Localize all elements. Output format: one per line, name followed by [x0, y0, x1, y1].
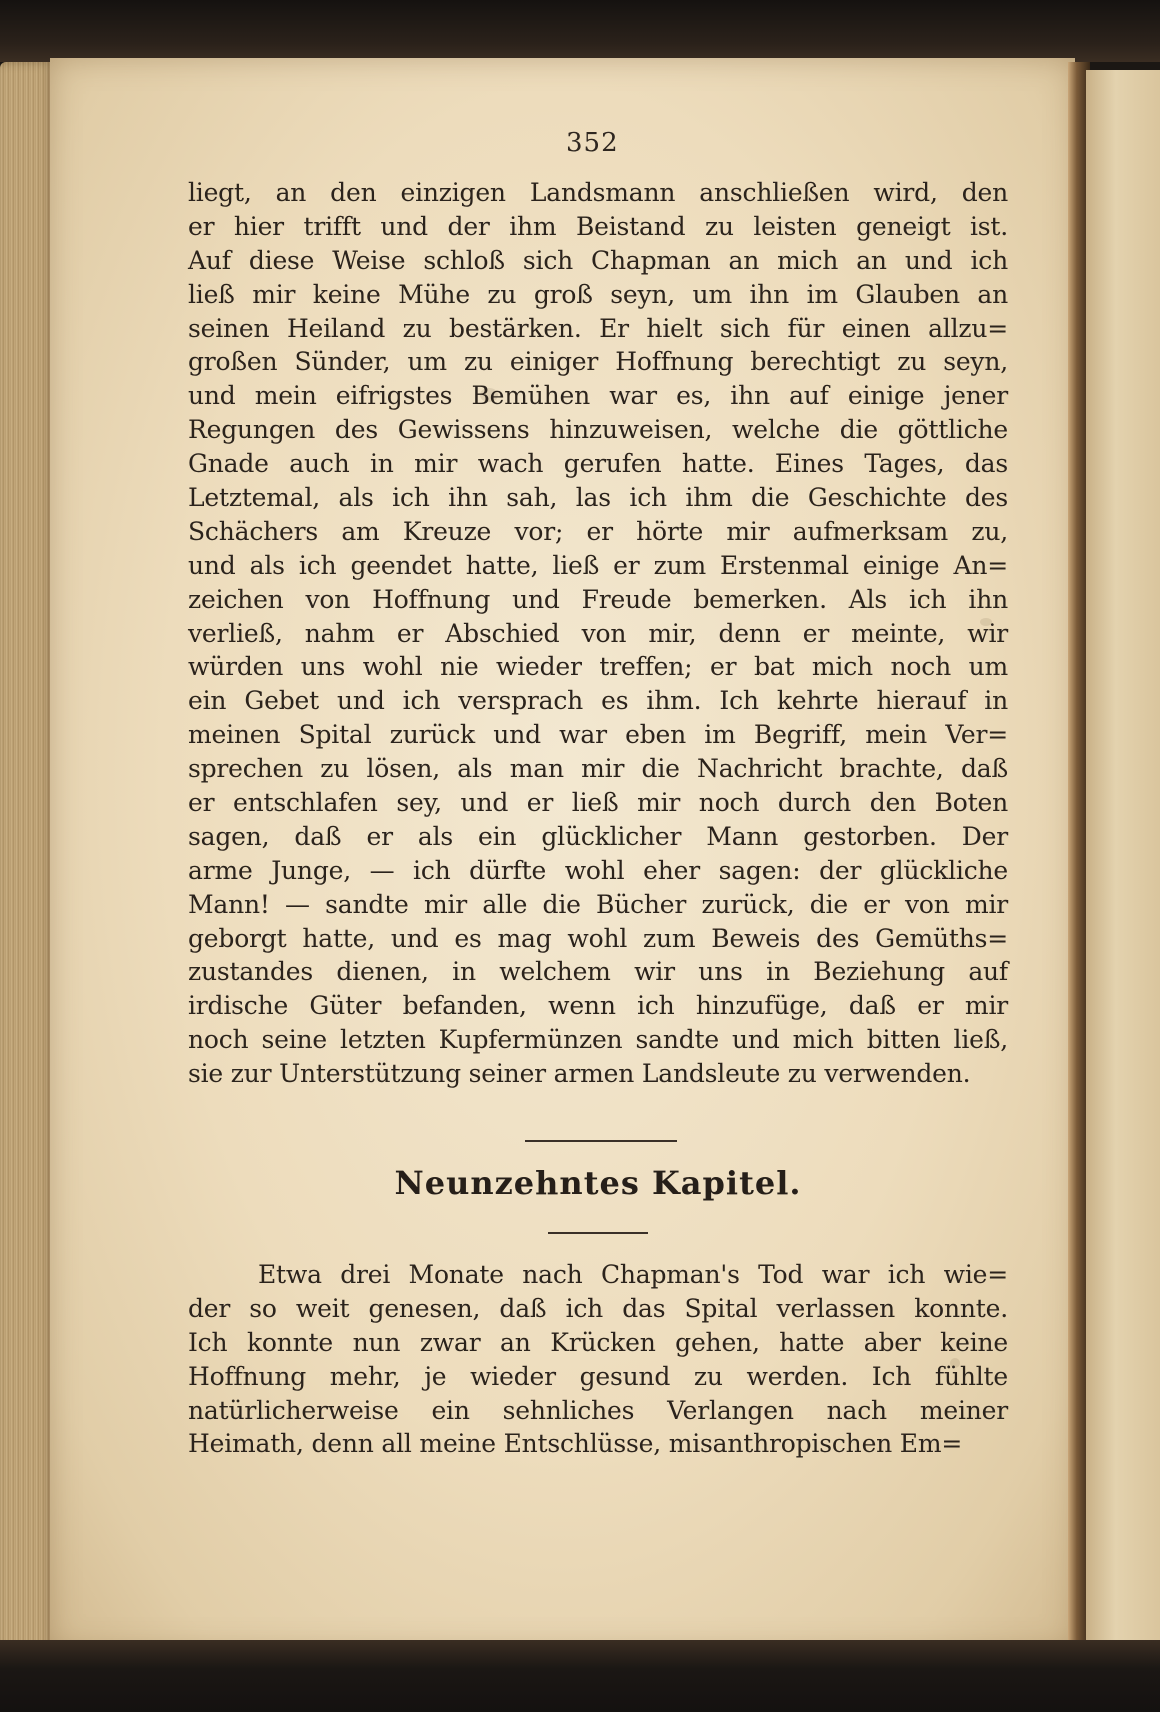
book-cover-top-edge [0, 0, 1160, 62]
text-line: arme Junge, — ich dürfte wohl eher sagen: der glückliche [188, 855, 1008, 885]
text-line: verließ, nahm er Abschied von mir, denn er meinte, wir [188, 618, 1008, 648]
text-line: sagen, daß er als ein glücklicher Mann gestorben. Der [188, 821, 1008, 851]
book-cover-bottom-edge [0, 1640, 1160, 1712]
text-line: Mann! — sandte mir alle die Bücher zurück, die er von mir [188, 889, 1008, 919]
text-line: Auf diese Weise schloß sich Chapman an mich an und ich [188, 245, 1008, 275]
facing-page-edge [1086, 70, 1160, 1650]
text-line: zeichen von Hoffnung und Freude bemerken. Als ich ihn [188, 584, 1008, 614]
text-line: zustandes dienen, in welchem wir uns in Beziehung auf [188, 957, 1008, 987]
body-paragraph [188, 176, 1008, 1091]
chapter-rule-bottom [548, 1232, 648, 1234]
text-line: meinen Spital zurück und war eben im Begriff, mein Ver= [188, 720, 1008, 750]
text-line: irdische Güter befanden, wenn ich hinzufüge, daß er mir [188, 991, 1008, 1021]
text-line: und mein eifrigstes Bemühen war es, ihn auf einige jener [188, 381, 1008, 411]
text-line: großen Sünder, um zu einiger Hoffnung berechtigt zu seyn, [188, 347, 1008, 377]
text-line: er hier trifft und der ihm Beistand zu leisten geneigt ist. [188, 211, 1008, 241]
text-line: sie zur Unterstützung seiner armen Landsleute zu verwenden. [188, 1059, 971, 1089]
text-line: Etwa drei Monate nach Chapman's Tod war ich wie= [258, 1260, 1008, 1289]
page-stack-left-edge [0, 62, 55, 1652]
text-line: Heimath, denn all meine Entschlüsse, misanthropischen Em= [188, 1429, 963, 1459]
text-line: seinen Heiland zu bestärken. Er hielt sich für einen allzu= [188, 313, 1008, 343]
text-line: liegt, an den einzigen Landsmann anschließen wird, den [188, 178, 1008, 207]
text-line: geborgt hatte, und es mag wohl zum Beweis des Gemüths= [188, 923, 1008, 953]
text-line: ließ mir keine Mühe zu groß seyn, um ihn im Glauben an [188, 279, 1008, 309]
text-line: Schächers am Kreuze vor; er hörte mir aufmerksam zu, [188, 516, 1008, 546]
text-line: sprechen zu lösen, als man mir die Nachricht brachte, daß [188, 754, 1008, 784]
text-line: Regungen des Gewissens hinzuweisen, welche die göttliche [188, 415, 1008, 445]
text-line: ein Gebet und ich versprach es ihm. Ich kehrte hierauf in [188, 686, 1008, 716]
text-line: natürlicherweise ein sehnliches Verlangen nach meiner [188, 1395, 1008, 1425]
chapter-paragraph [188, 1258, 1008, 1461]
chapter-heading: Neunzehntes Kapitel. [394, 1164, 802, 1202]
text-line: Gnade auch in mir wach gerufen hatte. Eines Tages, das [188, 449, 1008, 479]
text-line: Hoffnung mehr, je wieder gesund zu werden. Ich fühlte [188, 1361, 1008, 1391]
text-line: Ich konnte nun zwar an Krücken gehen, hatte aber keine [188, 1327, 1008, 1357]
text-line: Letztemal, als ich ihn sah, las ich ihm die Geschichte des [188, 483, 1008, 513]
page-number: 352 [566, 128, 619, 158]
chapter-rule-top [525, 1140, 677, 1142]
text-line: der so weit genesen, daß ich das Spital verlassen konnte. [188, 1293, 1008, 1323]
text-line: und als ich geendet hatte, ließ er zum Erstenmal einige An= [188, 550, 1008, 580]
text-line: würden uns wohl nie wieder treffen; er bat mich noch um [188, 652, 1008, 682]
text-line: er entschlafen sey, und er ließ mir noch durch den Boten [188, 788, 1008, 818]
text-line: noch seine letzten Kupfermünzen sandte und mich bitten ließ, [188, 1025, 1008, 1055]
